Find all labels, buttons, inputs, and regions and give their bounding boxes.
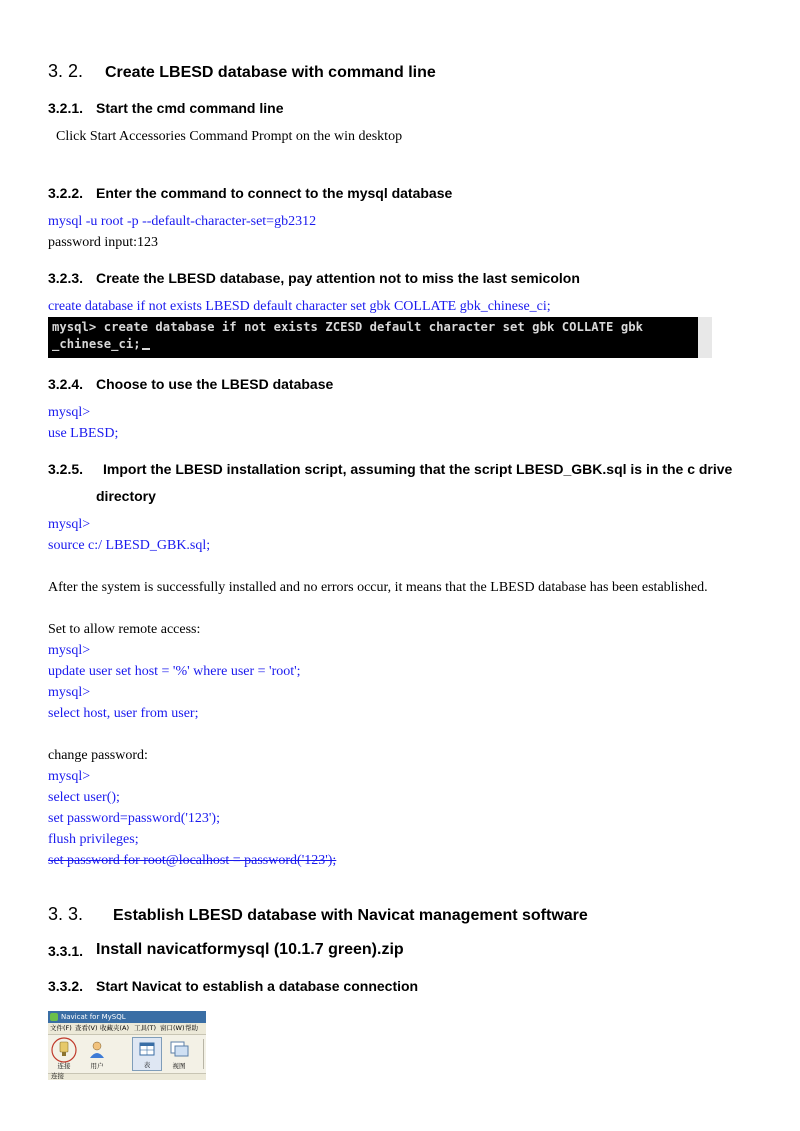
paragraph: password input:123 (48, 235, 159, 250)
toolbar-divider (203, 1039, 204, 1069)
navicat-title-bar (48, 1011, 206, 1023)
table-label: 表 (143, 1061, 151, 1069)
code-line: mysql> (48, 643, 91, 658)
window-title: Navicat for MySQL (61, 1013, 126, 1021)
table-icon (133, 1040, 161, 1062)
section-title: Establish LBESD database with Navicat management software (113, 907, 588, 924)
user-button[interactable] (84, 1037, 110, 1071)
paragraph: Click Start Accessories Command Prompt on the win desktop (56, 129, 403, 144)
paragraph: Set to allow remote access: (48, 622, 201, 637)
subsection-number: 3.2.4. (48, 376, 84, 392)
subsection-number: 3.2.5. (48, 461, 84, 477)
code-line: select user(); (48, 790, 120, 805)
subsection-title-continued: directory (96, 488, 156, 504)
terminal-line: _chinese_ci; (52, 337, 141, 351)
subsection-number: 3.2.2. (48, 185, 84, 201)
menu-item-help[interactable]: 帮助 (185, 1024, 198, 1032)
subsection-title: Install navicatformysql (10.1.7 green).zip (96, 941, 404, 958)
paragraph: After the system is successfully installed and no errors occur, it means that the LBESD database has been established. (48, 580, 708, 595)
menu-bar (48, 1023, 206, 1034)
cursor-icon (142, 348, 150, 350)
struck-code-line: set password for root@localhost = password('123'); (48, 853, 337, 868)
toolbar (48, 1034, 206, 1074)
code-line: create database if not exists LBESD default character set gbk COLLATE gbk_chinese_ci; (48, 299, 551, 314)
code-line: mysql> (48, 769, 91, 784)
code-line: set password=password('123'); (48, 811, 220, 826)
subsection-number: 3.2.3. (48, 270, 84, 286)
subsection-number: 3.3.1. (48, 943, 84, 959)
menu-item-favorites[interactable]: 收藏夹(A) (100, 1024, 130, 1032)
section-number: 3. 2. (48, 61, 84, 81)
navicat-logo-icon (50, 1013, 58, 1021)
view-button[interactable] (166, 1037, 192, 1071)
table-button[interactable] (132, 1037, 162, 1071)
code-line: mysql> (48, 405, 91, 420)
connect-label: 连接 (57, 1062, 71, 1070)
menu-item-view[interactable]: 查看(V) (75, 1024, 98, 1032)
navicat-screenshot (48, 1011, 206, 1080)
subsection-title: Start Navicat to establish a database connection (96, 978, 419, 994)
code-line: mysql> (48, 517, 91, 532)
status-bar: 连接 (51, 1072, 64, 1080)
terminal-line: mysql> create database if not exists ZCESD default character set gbk COLLATE gbk (52, 320, 643, 334)
code-line: use LBESD; (48, 426, 119, 441)
code-line: mysql -u root -p --default-character-set=gb2312 (48, 214, 317, 229)
subsection-title: Create the LBESD database, pay attention not to miss the last semicolon (96, 270, 580, 286)
connect-icon (51, 1037, 77, 1063)
menu-item-file[interactable]: 文件(F) (50, 1024, 72, 1032)
subsection-number: 3.2.1. (48, 100, 84, 116)
code-line: select host, user from user; (48, 706, 199, 721)
terminal-line-2 (52, 337, 150, 351)
connect-button[interactable] (51, 1037, 77, 1071)
code-line: mysql> (48, 685, 91, 700)
code-line: flush privileges; (48, 832, 139, 847)
subsection-title: Import the LBESD installation script, assuming that the script LBESD_GBK.sql is in the c drive (103, 461, 733, 477)
subsection-title: Start the cmd command line (96, 100, 284, 116)
view-label: 视图 (172, 1062, 186, 1070)
section-title: Create LBESD database with command line (105, 64, 436, 81)
subsection-title: Choose to use the LBESD database (96, 376, 334, 392)
subsection-number: 3.3.2. (48, 978, 84, 994)
user-icon (84, 1038, 110, 1062)
view-icon (166, 1039, 192, 1061)
section-number: 3. 3. (48, 904, 84, 924)
menu-item-tools[interactable]: 工具(T) (134, 1024, 157, 1032)
terminal-screenshot (48, 317, 712, 358)
code-line: update user set host = '%' where user = 'root'; (48, 664, 301, 679)
paragraph: change password: (48, 748, 148, 763)
user-label: 用户 (90, 1062, 104, 1070)
code-line: source c:/ LBESD_GBK.sql; (48, 538, 211, 553)
subsection-title: Enter the command to connect to the mysql database (96, 185, 453, 201)
menu-item-window[interactable]: 窗口(W) (160, 1024, 185, 1032)
